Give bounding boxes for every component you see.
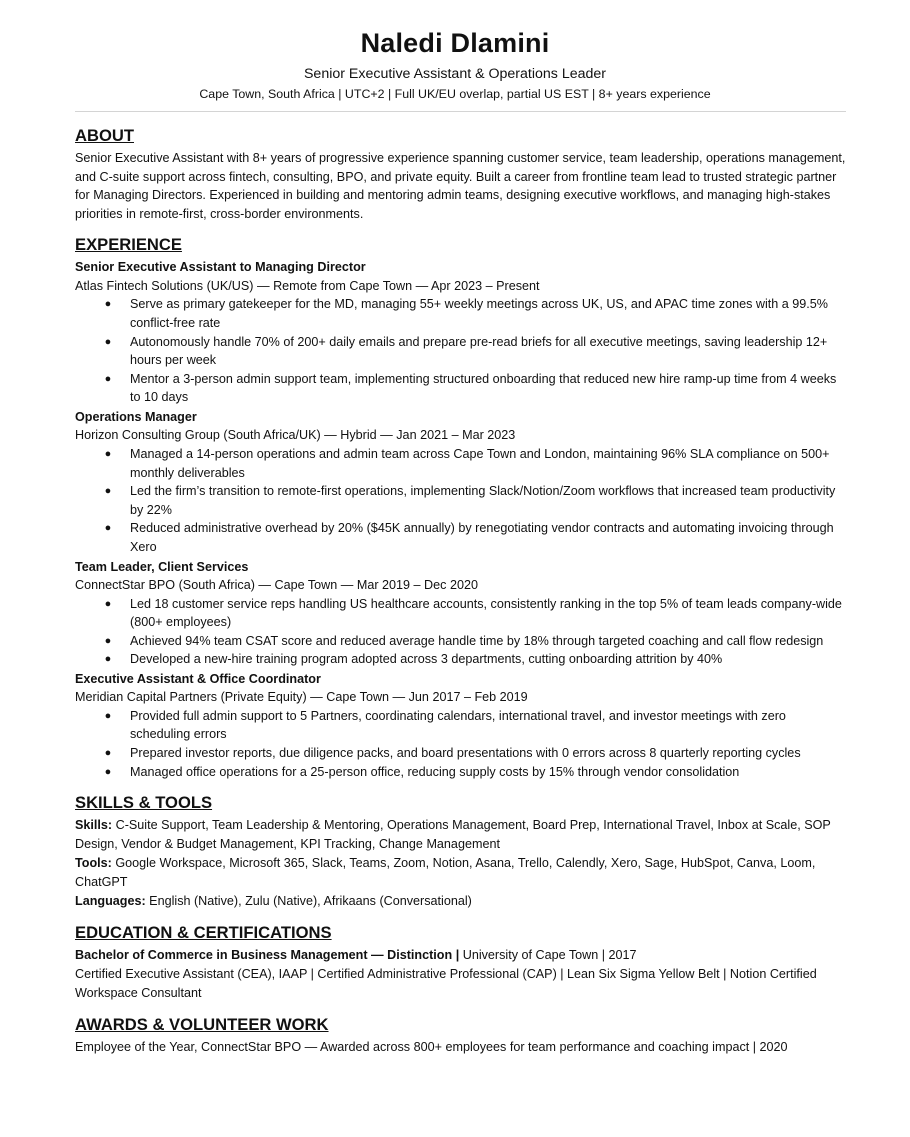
bullet-dot-icon: ● xyxy=(104,447,112,460)
job-bullet xyxy=(75,707,846,744)
bullet-text: Mentor a 3-person admin support team, implementing structured onboarding that reduced new hire ramp-up time from 4 weeks to 10 days xyxy=(130,371,837,405)
job-bullet-list xyxy=(75,595,846,669)
bullet-dot-icon: ● xyxy=(104,522,112,535)
job-title: Operations Manager xyxy=(75,409,197,424)
job-bullet xyxy=(75,595,846,632)
bullet-dot-icon: ● xyxy=(104,298,112,311)
awards-text: Employee of the Year, ConnectStar BPO — Awarded across 800+ employees for team performance and coaching impact | 2020 xyxy=(75,1040,788,1055)
job-bullet xyxy=(75,333,846,370)
bullet-dot-icon: ● xyxy=(104,597,112,610)
job-bullet xyxy=(75,295,846,332)
job-meta: Horizon Consulting Group (South Africa/UK) — Hybrid — Jan 2021 – Mar 2023 xyxy=(75,428,516,443)
job-bullet xyxy=(75,632,846,651)
job-bullet-list xyxy=(75,445,846,557)
job-title: Senior Executive Assistant to Managing Director xyxy=(75,260,366,275)
bullet-dot-icon: ● xyxy=(104,335,112,348)
bullet-text: Provided full admin support to 5 Partners, coordinating calendars, international travel, and investor meetings with zero scheduling errors xyxy=(130,708,786,742)
job-bullet xyxy=(75,763,846,782)
header-divider xyxy=(75,111,846,112)
bullet-dot-icon: ● xyxy=(104,372,112,385)
skills-label: Skills: xyxy=(75,818,113,833)
bullet-dot-icon: ● xyxy=(104,709,112,722)
bullet-text: Managed office operations for a 25-person office, reducing supply costs by 15% through vendor consolidation xyxy=(130,764,740,779)
job-bullet xyxy=(75,370,846,407)
bullet-dot-icon: ● xyxy=(104,765,112,778)
bullet-dot-icon: ● xyxy=(104,485,112,498)
job-bullet xyxy=(75,519,846,556)
about-heading: ABOUT xyxy=(75,126,134,145)
tools-text: Google Workspace, Microsoft 365, Slack, Teams, Zoom, Notion, Asana, Trello, Calendly, Xero, Sage, HubSpot, Canva, Loom, ChatGPT xyxy=(75,856,816,890)
languages-text: English (Native), Zulu (Native), Afrikaans (Conversational) xyxy=(145,894,472,909)
job-bullet xyxy=(75,445,846,482)
bullet-text: Led 18 customer service reps handling US healthcare accounts, consistently ranking in the top 5% of team leads company-wide (800+ employees) xyxy=(130,596,842,630)
degree-details: University of Cape Town | 2017 xyxy=(459,948,637,963)
job-bullet-list xyxy=(75,295,846,407)
experience-list xyxy=(75,258,846,781)
job-meta: Atlas Fintech Solutions (UK/US) — Remote from Cape Town — Apr 2023 – Present xyxy=(75,278,540,293)
job-title: Executive Assistant & Office Coordinator xyxy=(75,671,321,686)
skills-heading: SKILLS & TOOLS xyxy=(75,793,213,813)
job-title: Team Leader, Client Services xyxy=(75,559,249,574)
skills-text: C-Suite Support, Team Leadership & Mentoring, Operations Management, Board Prep, International Travel, Inbox at Scale, SOP Design, Vendor & Budget Management, KPI Tracking, Change Management xyxy=(75,818,831,852)
job-meta: Meridian Capital Partners (Private Equity) — Cape Town — Jun 2017 – Feb 2019 xyxy=(75,690,528,705)
awards-heading: AWARDS & VOLUNTEER WORK xyxy=(75,1015,329,1035)
tools-label: Tools: xyxy=(75,856,112,871)
degree-name: Bachelor of Commerce in Business Management — Distinction | xyxy=(75,948,460,963)
bullet-dot-icon: ● xyxy=(104,634,112,647)
job-bullet xyxy=(75,744,846,763)
bullet-dot-icon: ● xyxy=(104,747,112,760)
certifications-line: Certified Executive Assistant (CEA), IAAP | Certified Administrative Professional (CAP) | Lean Six Sigma Yellow Belt | Notion Certified Workspace Consultant xyxy=(75,967,817,1001)
bullet-text: Serve as primary gatekeeper for the MD, managing 55+ weekly meetings across UK, US, and APAC time zones with a 99.5% conflict-free rate xyxy=(130,297,828,330)
job-meta: ConnectStar BPO (South Africa) — Cape Town — Mar 2019 – Dec 2020 xyxy=(75,578,478,592)
resume-header xyxy=(64,26,846,103)
bullet-text: Reduced administrative overhead by 20% ($45K annually) by renegotiating vendor contracts and automating invoicing through Xero xyxy=(130,521,834,554)
job-bullet-list xyxy=(75,707,846,781)
candidate-name: Naledi Dlamini xyxy=(360,28,550,58)
languages-line xyxy=(75,892,846,911)
bullet-text: Developed a new-hire training program adopted across 3 departments, cutting onboarding attrition by 40% xyxy=(130,652,723,667)
tools-line xyxy=(75,854,846,892)
bullet-dot-icon: ● xyxy=(104,653,112,666)
contact-line: Cape Town, South Africa | UTC+2 | Full UK/EU overlap, partial US EST | 8+ years experience xyxy=(199,87,711,101)
skills-line xyxy=(75,816,846,854)
education-heading: EDUCATION & CERTIFICATIONS xyxy=(75,923,332,943)
job-bullet xyxy=(75,482,846,519)
bullet-text: Managed a 14-person operations and admin team across Cape Town and London, maintaining 96% SLA compliance on 500+ monthly deliverables xyxy=(130,446,830,480)
candidate-title: Senior Executive Assistant & Operations Leader xyxy=(303,66,607,82)
languages-label: Languages: xyxy=(75,894,146,909)
bullet-text: Autonomously handle 70% of 200+ daily emails and prepare pre-read briefs for all executive meetings, saving leadership 12+ hours per week xyxy=(130,334,828,368)
bullet-text: Led the firm’s transition to remote-first operations, implementing Slack/Notion/Zoom workflows that increased team productivity by 22% xyxy=(130,484,836,517)
degree-line xyxy=(75,946,846,965)
bullet-text: Achieved 94% team CSAT score and reduced average handle time by 18% through targeted coaching and call flow redesign xyxy=(130,633,824,648)
bullet-text: Prepared investor reports, due diligence packs, and board presentations with 0 errors across 8 quarterly reporting cycles xyxy=(130,746,801,761)
about-text: Senior Executive Assistant with 8+ years of progressive experience spanning customer service, team leadership, operations management, and C-suite support across fintech, consulting, BPO, and private equity. Built a career from frontline team lead to trusted strategic partner for Managing Directors. Experienced in building and mentoring admin teams, designing executive workflows, and managing high-stakes priorities in remote-first, cross-border environments. xyxy=(75,151,846,221)
job-bullet xyxy=(75,650,846,669)
experience-heading: EXPERIENCE xyxy=(75,235,182,255)
